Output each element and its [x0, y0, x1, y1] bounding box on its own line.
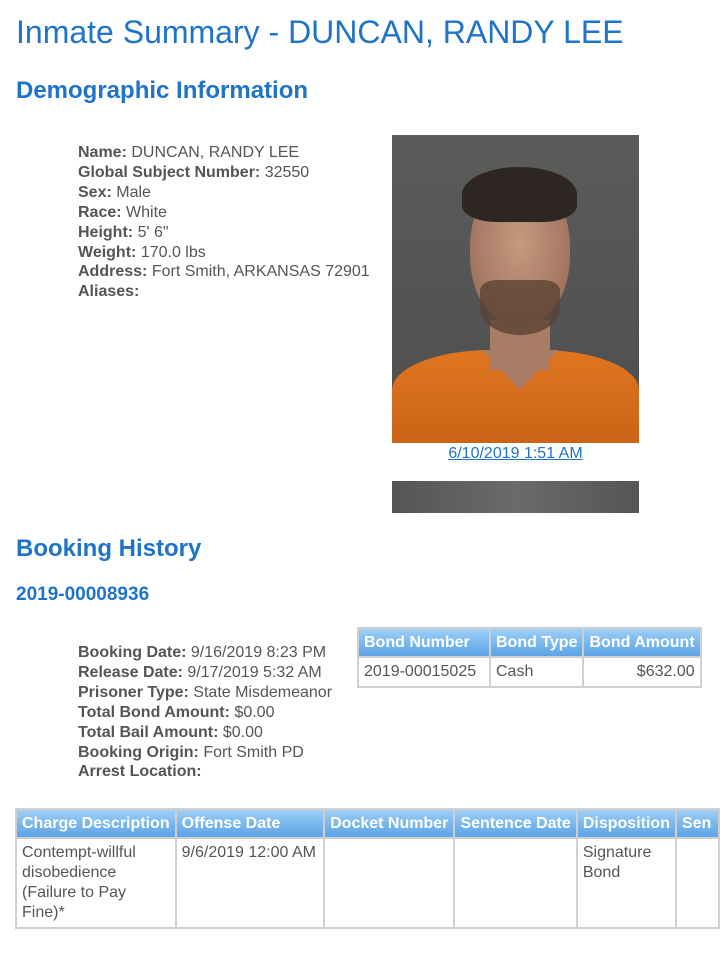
table-row [359, 658, 700, 686]
photo-hair [462, 167, 577, 222]
field-label: Total Bail Amount: [78, 723, 219, 741]
field-label: Arrest Location: [78, 763, 202, 781]
info-row-weight [78, 243, 370, 263]
booking-history-heading: Booking History [16, 535, 202, 562]
demographic-heading: Demographic Information [16, 77, 309, 104]
page-title: Inmate Summary - DUNCAN, RANDY LEE [16, 14, 624, 50]
field-value: State Misdemeanor [193, 683, 333, 701]
info-row-aliases [78, 282, 370, 302]
docket-number-cell [325, 839, 453, 927]
booking-number: 2019-00008936 [16, 584, 150, 605]
field-value: DUNCAN, RANDY LEE [131, 144, 300, 161]
demographic-info [78, 143, 370, 302]
info-row-race [78, 203, 370, 223]
mugshot-photo[interactable] [392, 135, 639, 443]
info-row-address [78, 262, 370, 282]
column-header-bond-amount[interactable]: Bond Amount [584, 629, 699, 656]
column-header-sentence-date[interactable]: Sentence Date [455, 810, 575, 837]
info-row-total-bail-amount [78, 723, 332, 743]
field-label: Address: [78, 263, 148, 281]
column-header-offense-date[interactable]: Offense Date [177, 810, 323, 837]
info-row-release-date [78, 663, 332, 683]
field-value: $0.00 [222, 723, 263, 741]
bond-table [357, 627, 702, 688]
sentence-date-cell [455, 839, 575, 927]
column-header-docket-number[interactable]: Docket Number [325, 810, 453, 837]
info-row-total-bond-amount [78, 703, 332, 723]
field-label: Sex: [78, 183, 112, 201]
next-photo-thumbnail[interactable] [392, 481, 639, 513]
info-row-height [78, 223, 370, 243]
charge-description-cell: Contempt-willful disobedience (Failure to Pay Fine)* [17, 839, 175, 927]
table-row [17, 839, 718, 927]
field-label: Height: [78, 223, 134, 241]
bond-number-cell: 2019-00015025 [359, 658, 489, 686]
column-header-sentence[interactable]: Sen [677, 810, 718, 837]
field-value: 170.0 lbs [140, 243, 206, 261]
field-value: 9/17/2019 5:32 AM [187, 663, 322, 681]
field-label: Race: [78, 203, 122, 221]
bond-table-header-row [359, 629, 700, 656]
field-label: Name: [78, 144, 127, 161]
field-value: White [126, 203, 167, 221]
column-header-charge-description[interactable]: Charge Description [17, 810, 175, 837]
disposition-cell: Signature Bond [578, 839, 675, 927]
field-value: Fort Smith, ARKANSAS 72901 [151, 263, 370, 281]
field-label: Global Subject Number: [78, 163, 261, 181]
info-row-booking-date [78, 643, 332, 663]
bond-type-cell: Cash [491, 658, 582, 686]
info-row-global-subject-number [78, 163, 370, 183]
photo-beard [480, 280, 560, 335]
info-row-booking-origin [78, 743, 332, 763]
field-value: 5' 6" [137, 223, 169, 241]
field-label: Prisoner Type: [78, 683, 189, 701]
field-value: Fort Smith PD [203, 743, 304, 761]
field-label: Weight: [78, 243, 137, 261]
info-row-prisoner-type [78, 683, 332, 703]
photo-date-link[interactable]: 6/10/2019 1:51 AM [448, 445, 583, 462]
field-label: Aliases: [78, 283, 140, 301]
field-label: Release Date: [78, 663, 183, 681]
info-row-sex [78, 183, 370, 203]
info-row-arrest-location [78, 762, 332, 782]
field-value: 9/16/2019 8:23 PM [190, 644, 327, 661]
booking-info [78, 643, 332, 782]
info-row-name [78, 143, 370, 163]
charges-table-header-row [17, 810, 718, 837]
column-header-bond-type[interactable]: Bond Type [491, 629, 582, 656]
charges-table [15, 808, 720, 929]
field-value: $0.00 [234, 703, 275, 721]
column-header-bond-number[interactable]: Bond Number [359, 629, 489, 656]
field-label: Total Bond Amount: [78, 703, 230, 721]
field-label: Booking Origin: [78, 743, 199, 761]
field-label: Booking Date: [78, 644, 187, 661]
column-header-disposition[interactable]: Disposition [578, 810, 675, 837]
offense-date-cell: 9/6/2019 12:00 AM [177, 839, 323, 927]
field-value: Male [116, 183, 151, 201]
sentence-cell [677, 839, 718, 927]
field-value: 32550 [264, 163, 310, 181]
bond-amount-cell: $632.00 [584, 658, 699, 686]
